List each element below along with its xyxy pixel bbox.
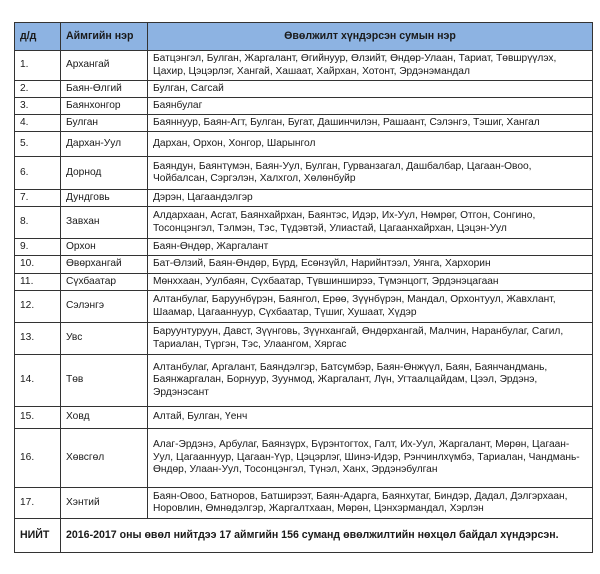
soum-list: Баяндун, Баянтүмэн, Баян-Уул, Булган, Гурванзагал, Дашбалбар, Цагаан-Овоо, Чойбалсан, Сэргэлэн, Халхгол, Хөлөнбуйр [148, 157, 593, 190]
total-summary: 2016-2017 оны өвөл нийтдээ 17 аймгийн 156 суманд өвөлжилтийн нөхцөл байдал хүндэрсэн. [61, 519, 593, 553]
header-soum-names: Өвөлжилт хүндэрсэн сумын нэр [148, 23, 593, 51]
aimag-name: Хөвсгөл [61, 429, 148, 488]
table-row [15, 51, 593, 81]
soum-list: Батцэнгэл, Булган, Жаргалант, Өгийнуур, Өлзийт, Өндөр-Улаан, Тариат, Төвшрүүлэх, Цахир, Цэцэрлэг, Хангай, Хашаат, Хайрхан, Хотонт, Эрдэнэмандал [148, 51, 593, 81]
table-row [15, 407, 593, 429]
aimag-name: Төв [61, 355, 148, 407]
aimag-name: Дорнод [61, 157, 148, 190]
soum-list: Мөнххаан, Уулбаян, Сүхбаатар, Түвшинширээ, Түмэнцогт, Эрдэнэцагаан [148, 274, 593, 291]
row-number: 4. [15, 115, 61, 132]
total-label: НИЙТ [15, 519, 61, 553]
soum-list: Алаг-Эрдэнэ, Арбулаг, Баянзүрх, Бүрэнтогтох, Галт, Их-Уул, Жаргалант, Мөрөн, Цагаан-Уул, Цагааннуур, Цагаан-Үүр, Цэцэрлэг, Шинэ-Идэр, Рэнчинлхүмбэ, Тариалан, Чандмань-Өндөр, Улаан-Уул, Тосонцэнгэл, Түнэл, Ханх, Эрдэнэбулган [148, 429, 593, 488]
table-row [15, 256, 593, 274]
total-row [15, 519, 593, 553]
drought-soums-table [14, 22, 593, 553]
soum-list: Алтанбулаг, Баруунбүрэн, Баянгол, Ерөө, Зүүнбүрэн, Мандал, Орхонтуул, Жавхлант, Шаамар, Цагааннуур, Сүхбаатар, Түшиг, Хушаат, Хүдэр [148, 291, 593, 323]
aimag-name: Орхон [61, 239, 148, 256]
soum-list: Баяннуур, Баян-Агт, Булган, Бугат, Дашинчилэн, Рашаант, Сэлэнгэ, Тэшиг, Хангал [148, 115, 593, 132]
header-number: д/д [15, 23, 61, 51]
table-header-row [15, 23, 593, 51]
row-number: 5. [15, 132, 61, 157]
row-number: 9. [15, 239, 61, 256]
row-number: 14. [15, 355, 61, 407]
soum-list: Алтай, Булган, Үенч [148, 407, 593, 429]
aimag-name: Дундговь [61, 190, 148, 207]
header-aimag-name: Аймгийн нэр [61, 23, 148, 51]
aimag-name: Архангай [61, 51, 148, 81]
row-number: 8. [15, 207, 61, 239]
row-number: 16. [15, 429, 61, 488]
table-row [15, 81, 593, 98]
soum-list: Алдархаан, Асгат, Баянхайрхан, Баянтэс, Идэр, Их-Уул, Нөмрөг, Отгон, Сонгино, Тосонцэнгэл, Тэлмэн, Тэс, Түдэвтэй, Улиастай, Цагаанхайрхан, Цэцэн-Уул [148, 207, 593, 239]
table-row [15, 291, 593, 323]
table-row [15, 274, 593, 291]
aimag-name: Өвөрхангай [61, 256, 148, 274]
soum-list: Булган, Сагсай [148, 81, 593, 98]
aimag-name: Баян-Өлгий [61, 81, 148, 98]
row-number: 2. [15, 81, 61, 98]
aimag-name: Ховд [61, 407, 148, 429]
aimag-name: Дархан-Уул [61, 132, 148, 157]
row-number: 13. [15, 323, 61, 355]
soum-list: Баруунтуруун, Давст, Зүүнговь, Зүүнхангай, Өндөрхангай, Малчин, Наранбулаг, Сагил, Тариалан, Түргэн, Тэс, Улаангом, Хяргас [148, 323, 593, 355]
table-row [15, 207, 593, 239]
table-row [15, 115, 593, 132]
row-number: 15. [15, 407, 61, 429]
table-row [15, 323, 593, 355]
aimag-name: Хэнтий [61, 488, 148, 519]
row-number: 11. [15, 274, 61, 291]
soum-list: Баян-Өндөр, Жаргалант [148, 239, 593, 256]
aimag-name: Сүхбаатар [61, 274, 148, 291]
soum-list: Бат-Өлзий, Баян-Өндөр, Бүрд, Есөнзүйл, Нарийнтээл, Уянга, Хархорин [148, 256, 593, 274]
soum-list: Дэрэн, Цагаандэлгэр [148, 190, 593, 207]
aimag-name: Булган [61, 115, 148, 132]
aimag-name: Сэлэнгэ [61, 291, 148, 323]
table-row [15, 355, 593, 407]
aimag-name: Баянхонгор [61, 98, 148, 115]
table-row [15, 488, 593, 519]
row-number: 17. [15, 488, 61, 519]
aimag-name: Увс [61, 323, 148, 355]
row-number: 10. [15, 256, 61, 274]
table-row [15, 429, 593, 488]
row-number: 1. [15, 51, 61, 81]
table-row [15, 239, 593, 256]
table-row [15, 132, 593, 157]
row-number: 6. [15, 157, 61, 190]
soum-list: Баянбулаг [148, 98, 593, 115]
soum-list: Алтанбулаг, Аргалант, Баяндэлгэр, Батсүмбэр, Баян-Өнжүүл, Баян, Баянчандмань, Баянжаргалан, Борнуур, Зуунмод, Жаргалант, Лүн, Угтаалцайдам, Цээл, Эрдэнэ, Эрдэнэсант [148, 355, 593, 407]
soum-list: Дархан, Орхон, Хонгор, Шарынгол [148, 132, 593, 157]
table-row [15, 98, 593, 115]
row-number: 7. [15, 190, 61, 207]
table-row [15, 157, 593, 190]
aimag-name: Завхан [61, 207, 148, 239]
table-row [15, 190, 593, 207]
soum-list: Баян-Овоо, Батноров, Батширээт, Баян-Адарга, Баянхутаг, Биндэр, Дадал, Дэлгэрхаан, Норовлин, Өмнөдэлгэр, Жаргалтхаан, Мөрөн, Цэнхэрмандал, Хэрлэн [148, 488, 593, 519]
row-number: 12. [15, 291, 61, 323]
row-number: 3. [15, 98, 61, 115]
